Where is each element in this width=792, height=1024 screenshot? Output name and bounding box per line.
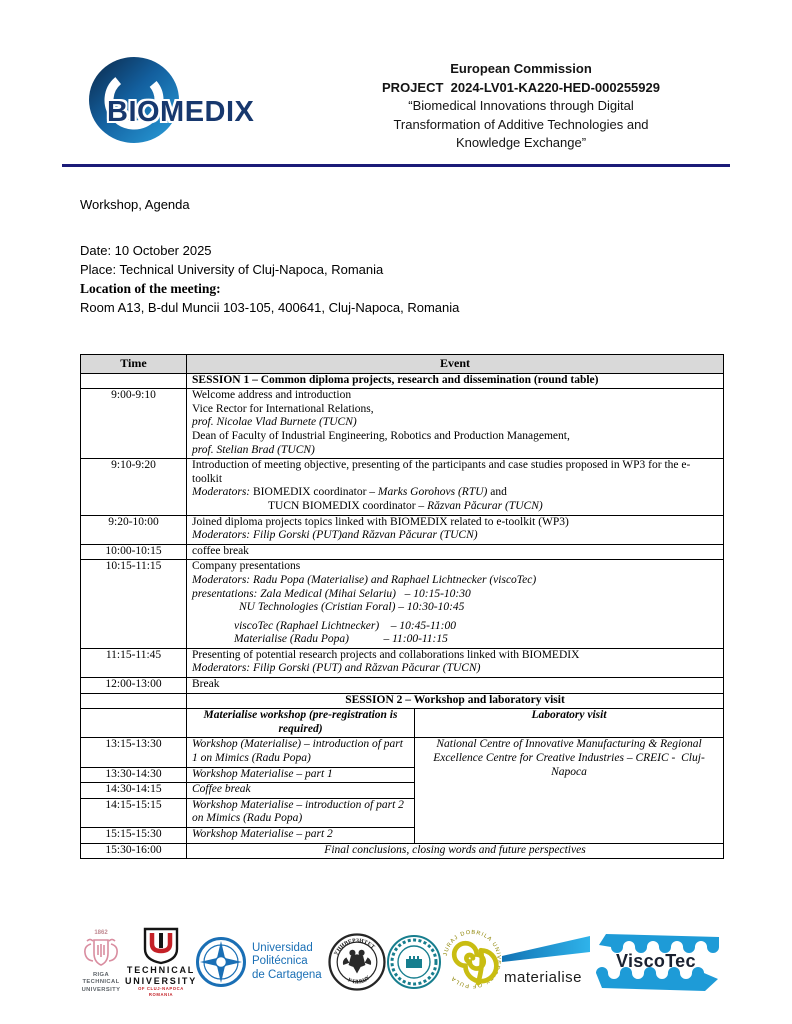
event-text-segment: Moderators: Filip Gorski (PUT) and Răzvan Păcurar (TUCN) bbox=[192, 662, 481, 675]
tucn-subcaption-line2: ROMANIA bbox=[148, 991, 174, 997]
time-cell: 15:30-16:00 bbox=[81, 843, 187, 859]
time-cell: 9:20-10:00 bbox=[81, 515, 187, 544]
rtu-year-label: 1862 bbox=[94, 929, 108, 936]
event-line bbox=[268, 500, 718, 514]
time-cell: 12:00-13:00 bbox=[81, 678, 187, 694]
event-text-segment: BIOMEDIX coordinator – bbox=[250, 486, 378, 499]
event-header-cell: Event bbox=[187, 355, 724, 374]
tucn-caption-line2: UNIVERSITY bbox=[125, 975, 198, 986]
tucn-caption-line1: TECHNICAL bbox=[126, 965, 196, 976]
event-cell bbox=[187, 783, 415, 799]
riga-technical-university-logo bbox=[76, 930, 126, 995]
time-cell: 13:30-14:30 bbox=[81, 767, 187, 783]
event-text-segment: viscoTec (Raphael Lichtnecker) – 10:45-11:00 bbox=[234, 619, 456, 632]
event-line bbox=[192, 416, 718, 430]
poznan-university-seal bbox=[386, 934, 442, 990]
agenda-table-body bbox=[81, 373, 724, 859]
lab-header-cell: Laboratory visit bbox=[415, 709, 724, 738]
session-cell: SESSION 2 – Workshop and laboratory visit bbox=[187, 693, 724, 709]
location-label: Location of the meeting: bbox=[80, 281, 221, 296]
time-cell: 9:00-9:10 bbox=[81, 389, 187, 459]
table-header-row bbox=[81, 355, 724, 374]
event-text-segment: Welcome address and introduction bbox=[192, 389, 352, 402]
session-cell: SESSION 1 – Common diploma projects, research and dissemination (round table) bbox=[187, 373, 724, 389]
pula-spiral-icon bbox=[442, 927, 502, 997]
event-text-segment: Workshop (Materialise) – introduction of part 1 on Mimics (Radu Popa) bbox=[192, 738, 406, 765]
table-row bbox=[81, 648, 724, 677]
event-cell bbox=[187, 515, 724, 544]
time-cell: 15:15-15:30 bbox=[81, 828, 187, 844]
event-text-segment: Workshop Materialise – part 1 bbox=[192, 767, 333, 780]
event-cell: Final conclusions, closing words and future perspectives bbox=[187, 843, 724, 859]
time-cell: 14:30-14:15 bbox=[81, 783, 187, 799]
time-cell bbox=[81, 709, 187, 738]
event-text-segment: Vice Rector for International Relations, bbox=[192, 402, 374, 415]
event-line bbox=[192, 545, 718, 559]
event-line bbox=[192, 516, 718, 530]
event-text-segment: presentations: Zala Medical (Mihai Selariu) – 10:15-10:30 bbox=[192, 587, 471, 600]
event-line bbox=[192, 828, 409, 842]
event-cell bbox=[187, 678, 724, 694]
event-text-segment: Workshop Materialise – introduction of part 2 on Mimics (Radu Popa) bbox=[192, 798, 407, 825]
header-divider-rule bbox=[62, 164, 730, 167]
event-text-segment: Presenting of potential research projects and collaborations linked with BIOMEDIX bbox=[192, 648, 580, 661]
table-row bbox=[81, 738, 724, 767]
time-cell: 14:15-15:15 bbox=[81, 798, 187, 827]
viscotec-logo bbox=[592, 931, 722, 993]
table-row bbox=[81, 693, 724, 709]
event-line bbox=[192, 649, 718, 663]
table-row bbox=[81, 389, 724, 459]
event-cell bbox=[187, 798, 415, 827]
table-row bbox=[81, 560, 724, 649]
time-cell bbox=[81, 373, 187, 389]
event-text-segment: Break bbox=[192, 678, 220, 691]
time-cell: 10:00-10:15 bbox=[81, 544, 187, 560]
event-cell bbox=[187, 459, 724, 515]
juraj-dobrila-university-pula-logo bbox=[442, 927, 502, 997]
lab-merged-cell: National Centre of Innovative Manufacturing & Regional Excellence Centre for Creative Industries – CREIC - Cluj-Napoca bbox=[415, 738, 724, 843]
event-line bbox=[192, 574, 718, 588]
event-text-segment: Company presentations bbox=[192, 560, 301, 573]
event-text-segment: and bbox=[487, 486, 507, 499]
time-cell: 11:15-11:45 bbox=[81, 648, 187, 677]
event-text-segment: Materialise (Radu Popa) – 11:00-11:15 bbox=[234, 633, 448, 646]
time-cell bbox=[81, 693, 187, 709]
biomedix-logo-text: BIOMEDIX bbox=[107, 96, 255, 128]
pula-arc-text: JURAJ DOBRILA UNIVERSITY OF PULA bbox=[442, 929, 502, 989]
biomedix-logo bbox=[85, 57, 275, 147]
event-line bbox=[192, 560, 718, 574]
event-cell bbox=[187, 738, 415, 767]
materialise-caption: materialise bbox=[504, 969, 583, 986]
event-line bbox=[192, 403, 718, 417]
event-line bbox=[192, 799, 409, 826]
table-row bbox=[81, 709, 724, 738]
event-line bbox=[192, 738, 409, 765]
event-text-segment: Joined diploma projects topics linked with BIOMEDIX related to e-toolkit (WP3) bbox=[192, 515, 569, 528]
event-text-segment: Dean of Faculty of Industrial Engineering, Robotics and Production Management, bbox=[192, 429, 570, 442]
event-text-segment: Workshop Materialise – part 2 bbox=[192, 828, 333, 840]
event-cell bbox=[187, 828, 415, 844]
upct-caption bbox=[252, 942, 322, 983]
header-project-block bbox=[368, 60, 674, 153]
time-cell: 9:10-9:20 bbox=[81, 459, 187, 515]
event-text-segment: NU Technologies (Cristian Foral) – 10:30-10:45 bbox=[239, 601, 465, 614]
event-line bbox=[192, 768, 409, 782]
event-line bbox=[192, 486, 718, 500]
rtu-crest-icon bbox=[81, 936, 121, 972]
event-cell bbox=[187, 389, 724, 459]
meeting-details bbox=[80, 241, 459, 317]
nis-arc-top-text: УНИВЕРЗИТЕТ bbox=[333, 938, 376, 957]
event-text-segment: Moderators: Filip Gorski (PUT)and Răzvan Păcurar (TUCN) bbox=[192, 529, 478, 542]
rtu-caption-line2: UNIVERSITY bbox=[81, 986, 121, 993]
rtu-caption-line1: RIGA TECHNICAL bbox=[82, 971, 120, 986]
place-line: Place: Technical University of Cluj-Napoca, Romania bbox=[80, 262, 384, 277]
event-cell bbox=[187, 767, 415, 783]
event-text-segment: Moderators: Radu Popa (Materialise) and Raphael Lichtnecker (viscoTec) bbox=[192, 573, 537, 586]
event-line bbox=[192, 389, 718, 403]
event-text-segment: Coffee break bbox=[192, 783, 251, 796]
poznan-seal-icon bbox=[386, 934, 442, 990]
time-header-cell: Time bbox=[81, 355, 187, 374]
event-text-segment: TUCN BIOMEDIX coordinator – bbox=[268, 499, 428, 512]
upct-caption-line2: Politécnica bbox=[252, 955, 308, 968]
table-row bbox=[81, 678, 724, 694]
event-line bbox=[192, 529, 718, 543]
nis-arc-bottom-text: У НИШУ bbox=[346, 974, 372, 986]
event-cell bbox=[187, 544, 724, 560]
event-cell bbox=[187, 648, 724, 677]
upct-emblem-icon bbox=[196, 937, 246, 987]
event-line bbox=[234, 620, 718, 634]
eu-commission-label: European Commission bbox=[450, 61, 592, 76]
event-line bbox=[234, 633, 718, 647]
nis-seal-icon bbox=[328, 933, 386, 991]
partner-logos-row bbox=[76, 914, 722, 1010]
event-line bbox=[192, 459, 718, 486]
page-title: Workshop, Agenda bbox=[80, 197, 190, 212]
agenda-table bbox=[80, 354, 724, 859]
event-cell bbox=[187, 560, 724, 649]
table-row bbox=[81, 515, 724, 544]
date-line: Date: 10 October 2025 bbox=[80, 243, 212, 258]
universidad-politecnica-cartagena-logo bbox=[196, 937, 328, 987]
tucn-subcaption-line1: OF CLUJ-NAPOCA bbox=[138, 986, 184, 992]
table-row bbox=[81, 843, 724, 859]
table-row bbox=[81, 373, 724, 389]
tucn-shield-icon bbox=[143, 927, 179, 965]
table-row bbox=[81, 459, 724, 515]
materialise-wing-icon bbox=[502, 935, 592, 965]
event-line bbox=[192, 444, 718, 458]
event-text-segment: Marks Gorohovs (RTU) bbox=[377, 486, 488, 499]
event-line bbox=[192, 588, 718, 602]
time-cell: 13:15-13:30 bbox=[81, 738, 187, 767]
project-title: “Biomedical Innovations through Digital Transformation of Additive Technologies and Knowledge Exchange” bbox=[393, 98, 649, 150]
event-text-segment: Răzvan Păcurar (TUCN) bbox=[427, 499, 543, 512]
event-line bbox=[192, 678, 718, 692]
event-line bbox=[239, 601, 718, 615]
table-row bbox=[81, 544, 724, 560]
time-cell: 10:15-11:15 bbox=[81, 560, 187, 649]
upct-caption-line3: de Cartagena bbox=[252, 968, 322, 981]
workshop-header-cell: Materialise workshop (pre-registration is required) bbox=[187, 709, 415, 738]
technical-university-cluj-logo bbox=[126, 927, 196, 996]
event-line bbox=[192, 783, 409, 797]
project-code: PROJECT 2024-LV01-KA220-HED-000255929 bbox=[382, 79, 660, 95]
university-of-nis-seal bbox=[328, 933, 386, 991]
event-text-segment: Introduction of meeting objective, presenting of the participants and case studies proposed in WP3 for the e-toolkit bbox=[192, 459, 691, 485]
viscotec-caption: ViscoTec bbox=[616, 951, 696, 971]
materialise-logo bbox=[502, 935, 592, 989]
event-line bbox=[192, 662, 718, 676]
event-text-segment: Moderators: bbox=[192, 486, 251, 499]
event-text-segment: prof. Stelian Brad (TUCN) bbox=[192, 443, 315, 456]
address-line: Room A13, B-dul Muncii 103-105, 400641, Cluj-Napoca, Romania bbox=[80, 300, 460, 315]
event-text-segment: coffee break bbox=[192, 544, 249, 557]
event-text-segment: prof. Nicolae Vlad Burnete (TUCN) bbox=[192, 416, 357, 429]
upct-caption-line1: Universidad bbox=[252, 941, 313, 954]
event-line bbox=[192, 430, 718, 444]
